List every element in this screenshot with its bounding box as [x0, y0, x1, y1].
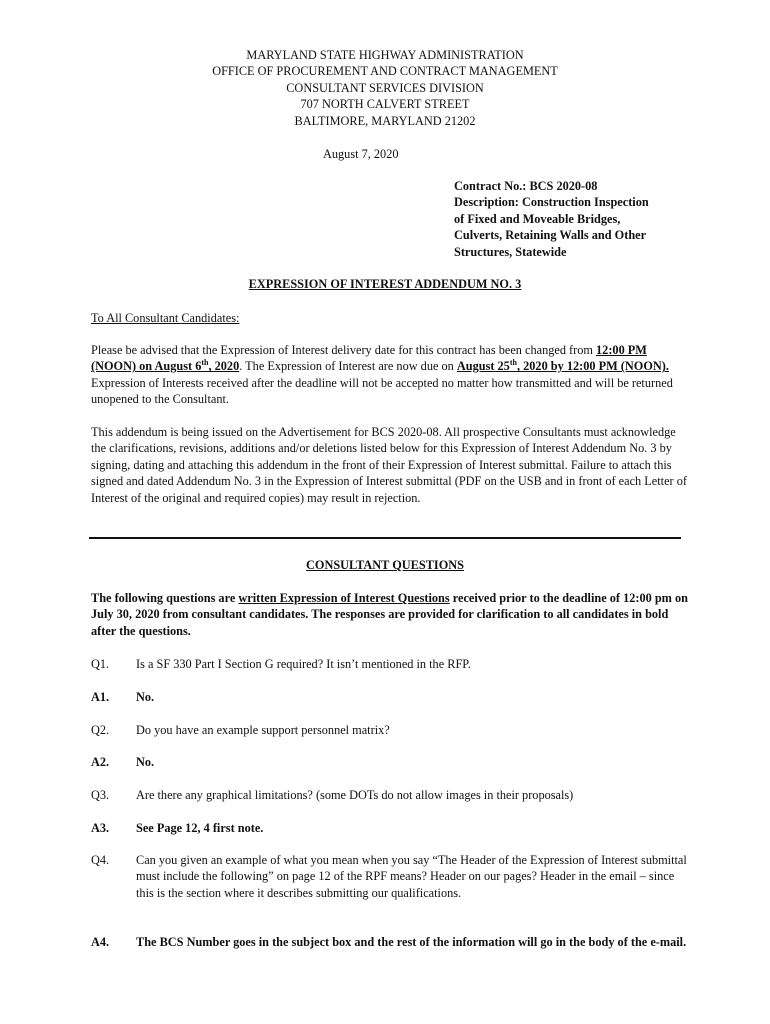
office-name: OFFICE OF PROCUREMENT AND CONTRACT MANAGEMENT: [212, 64, 558, 79]
old-deadline-text: 12:00 PM (NOON) on August 6: [91, 343, 647, 374]
contract-number: Contract No.: BCS 2020-08: [454, 179, 598, 193]
city-state-zip: BALTIMORE, MARYLAND 21202: [294, 113, 476, 128]
old-deadline-year: , 2020: [208, 359, 240, 374]
new-deadline-text: August 25: [456, 359, 510, 374]
q3-label: Q3.: [91, 788, 110, 802]
q1-text: Is a SF 330 Part I Section G required? It isn’t mentioned in the RFP.: [136, 657, 471, 671]
intro-text-1: The following questions are: [91, 591, 239, 605]
a1-text: No.: [136, 690, 155, 704]
contract-info: [454, 178, 704, 260]
agency-name: MARYLAND STATE HIGHWAY ADMINISTRATION: [246, 48, 524, 62]
a2-text: No.: [136, 755, 155, 769]
new-deadline-sup: th: [509, 358, 517, 368]
q2-text: Do you have an example support personnel matrix?: [136, 723, 390, 737]
contract-description-1: Description: Construction Inspection: [454, 195, 649, 210]
addendum-title: EXPRESSION OF INTEREST ADDENDUM NO. 3: [248, 277, 522, 291]
section-divider: [89, 537, 681, 539]
a4-text: The BCS Number goes in the subject box and the rest of the information will go in the body of the e-mail.: [136, 935, 687, 949]
para1-text-3: Expression of Interests received after the deadline will not be accepted no matter how transmitted and will be returned unopened to the Consultant.: [91, 375, 673, 407]
street-address: 707 NORTH CALVERT STREET: [300, 97, 470, 112]
a3-text: See Page 12, 4 first note.: [136, 821, 264, 835]
q4-label: Q4.: [91, 853, 110, 867]
document-date: August 7, 2020: [323, 147, 399, 161]
contract-description-2: of Fixed and Moveable Bridges,: [454, 211, 621, 226]
a1-label: A1.: [91, 690, 110, 704]
questions-section-title: CONSULTANT QUESTIONS: [306, 558, 464, 572]
intro-underlined: written Expression of Interest Questions: [238, 591, 450, 605]
q2-label: Q2.: [91, 723, 110, 737]
para1-text-1: Please be advised that the Expression of Interest delivery date for this contract has been changed from: [91, 343, 597, 357]
division-name: CONSULTANT SERVICES DIVISION: [286, 80, 484, 95]
q3-text: Are there any graphical limitations? (some DOTs do not allow images in their proposals): [136, 788, 574, 802]
old-deadline-sup: th: [201, 358, 209, 368]
a3-label: A3.: [91, 821, 110, 835]
letterhead: [0, 47, 770, 129]
q1-label: Q1.: [91, 657, 110, 671]
salutation: To All Consultant Candidates:: [91, 311, 240, 325]
new-deadline: [457, 359, 669, 373]
intro-text-2: received prior to the deadline of 12:00 pm on July 30, 2020 from consultant candidates. The responses are provided for clarification to all candidates in bold after the questions.: [91, 591, 688, 638]
addendum-acknowledgement-paragraph: This addendum is being issued on the Advertisement for BCS 2020-08. All prospective Consultants must acknowledge the clarifications, revisions, additions and/or deletions listed below for this Expression of Interest Addendum No. 3 by signing, dating and attaching this addendum in the front of their Expression of Interest submittal. Failure to attach this signed and dated Addendum No. 3 in the Expression of Interest submittal (PDF on the USB and in front of each Letter of Interest of the original and required copies) may result in rejection.: [91, 425, 687, 505]
deadline-change-paragraph: [91, 342, 691, 408]
a4-label: A4.: [91, 935, 110, 949]
questions-intro-paragraph: [91, 590, 691, 639]
a2-label: A2.: [91, 755, 110, 769]
q4-text: Can you given an example of what you mean when you say “The Header of the Expression of Interest submittal must include the following” on page 12 of the RPF means? Header on our pages? Header in the email – since this is the section where it describes submitting our qualifications.: [136, 853, 687, 900]
para1-text-2: . The Expression of Interest are now due on: [239, 359, 457, 374]
new-deadline-rest: , 2020 by 12:00 PM (NOON).: [516, 359, 669, 374]
contract-description-3: Culverts, Retaining Walls and Other: [454, 228, 647, 243]
contract-description-4: Structures, Statewide: [454, 244, 567, 259]
